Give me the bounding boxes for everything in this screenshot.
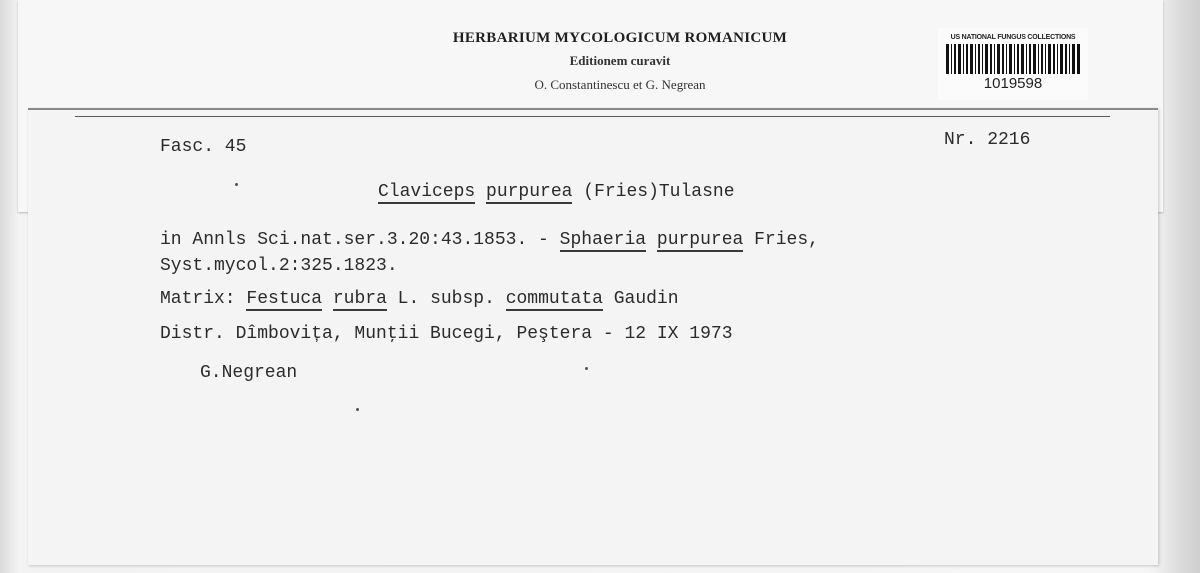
herbarium-header [380,30,860,93]
matrix-line [160,289,679,309]
authors-line: O. Constantinescu et G. Negrean [534,77,706,92]
citation-prefix: in Annls Sci.nat.ser.3.20:43.1853. - [160,230,560,250]
editor-line: Editionem curavit [569,53,671,68]
species-genus: Claviceps [378,182,476,202]
citation-line-2: Syst.mycol.2:325.1823. [160,256,398,276]
barcode-institution: US NATIONAL FUNGUS COLLECTIONS [950,34,1076,41]
citation-line-1 [160,230,819,250]
matrix-epithet: rubra [332,289,387,309]
speck [585,367,588,370]
matrix-middle: L. subsp. [386,289,506,309]
species-epithet: purpurea [486,182,573,202]
fascicle-number: Fasc. 45 [160,137,247,157]
barcode-label [938,28,1088,100]
distribution-line: Distr. Dîmbovița, Munţii Bucegi, Peştera - 12 IX 1973 [160,324,733,344]
herbarium-title: HERBARIUM MYCOLOGICUM ROMANICUM [452,30,788,46]
label-divider [75,116,1110,117]
matrix-subsp: commutata [505,289,603,309]
specimen-number: Nr. 2216 [944,130,1031,150]
synonym-epithet: purpurea [656,230,744,250]
barcode-number: 1019598 [983,75,1043,92]
matrix-prefix: Matrix: [160,289,247,309]
barcode-icon [946,44,1080,74]
matrix-genus: Festuca [246,289,323,309]
matrix-author: Gaudin [602,289,679,309]
synonym-genus: Sphaeria [559,230,647,250]
species-authority: (Fries)Tulasne [583,182,735,202]
speck [356,408,359,411]
speck [235,183,238,186]
species-name [378,182,735,202]
collector-name: G.Negrean [200,363,298,383]
synonym-author: Fries, [743,230,819,250]
